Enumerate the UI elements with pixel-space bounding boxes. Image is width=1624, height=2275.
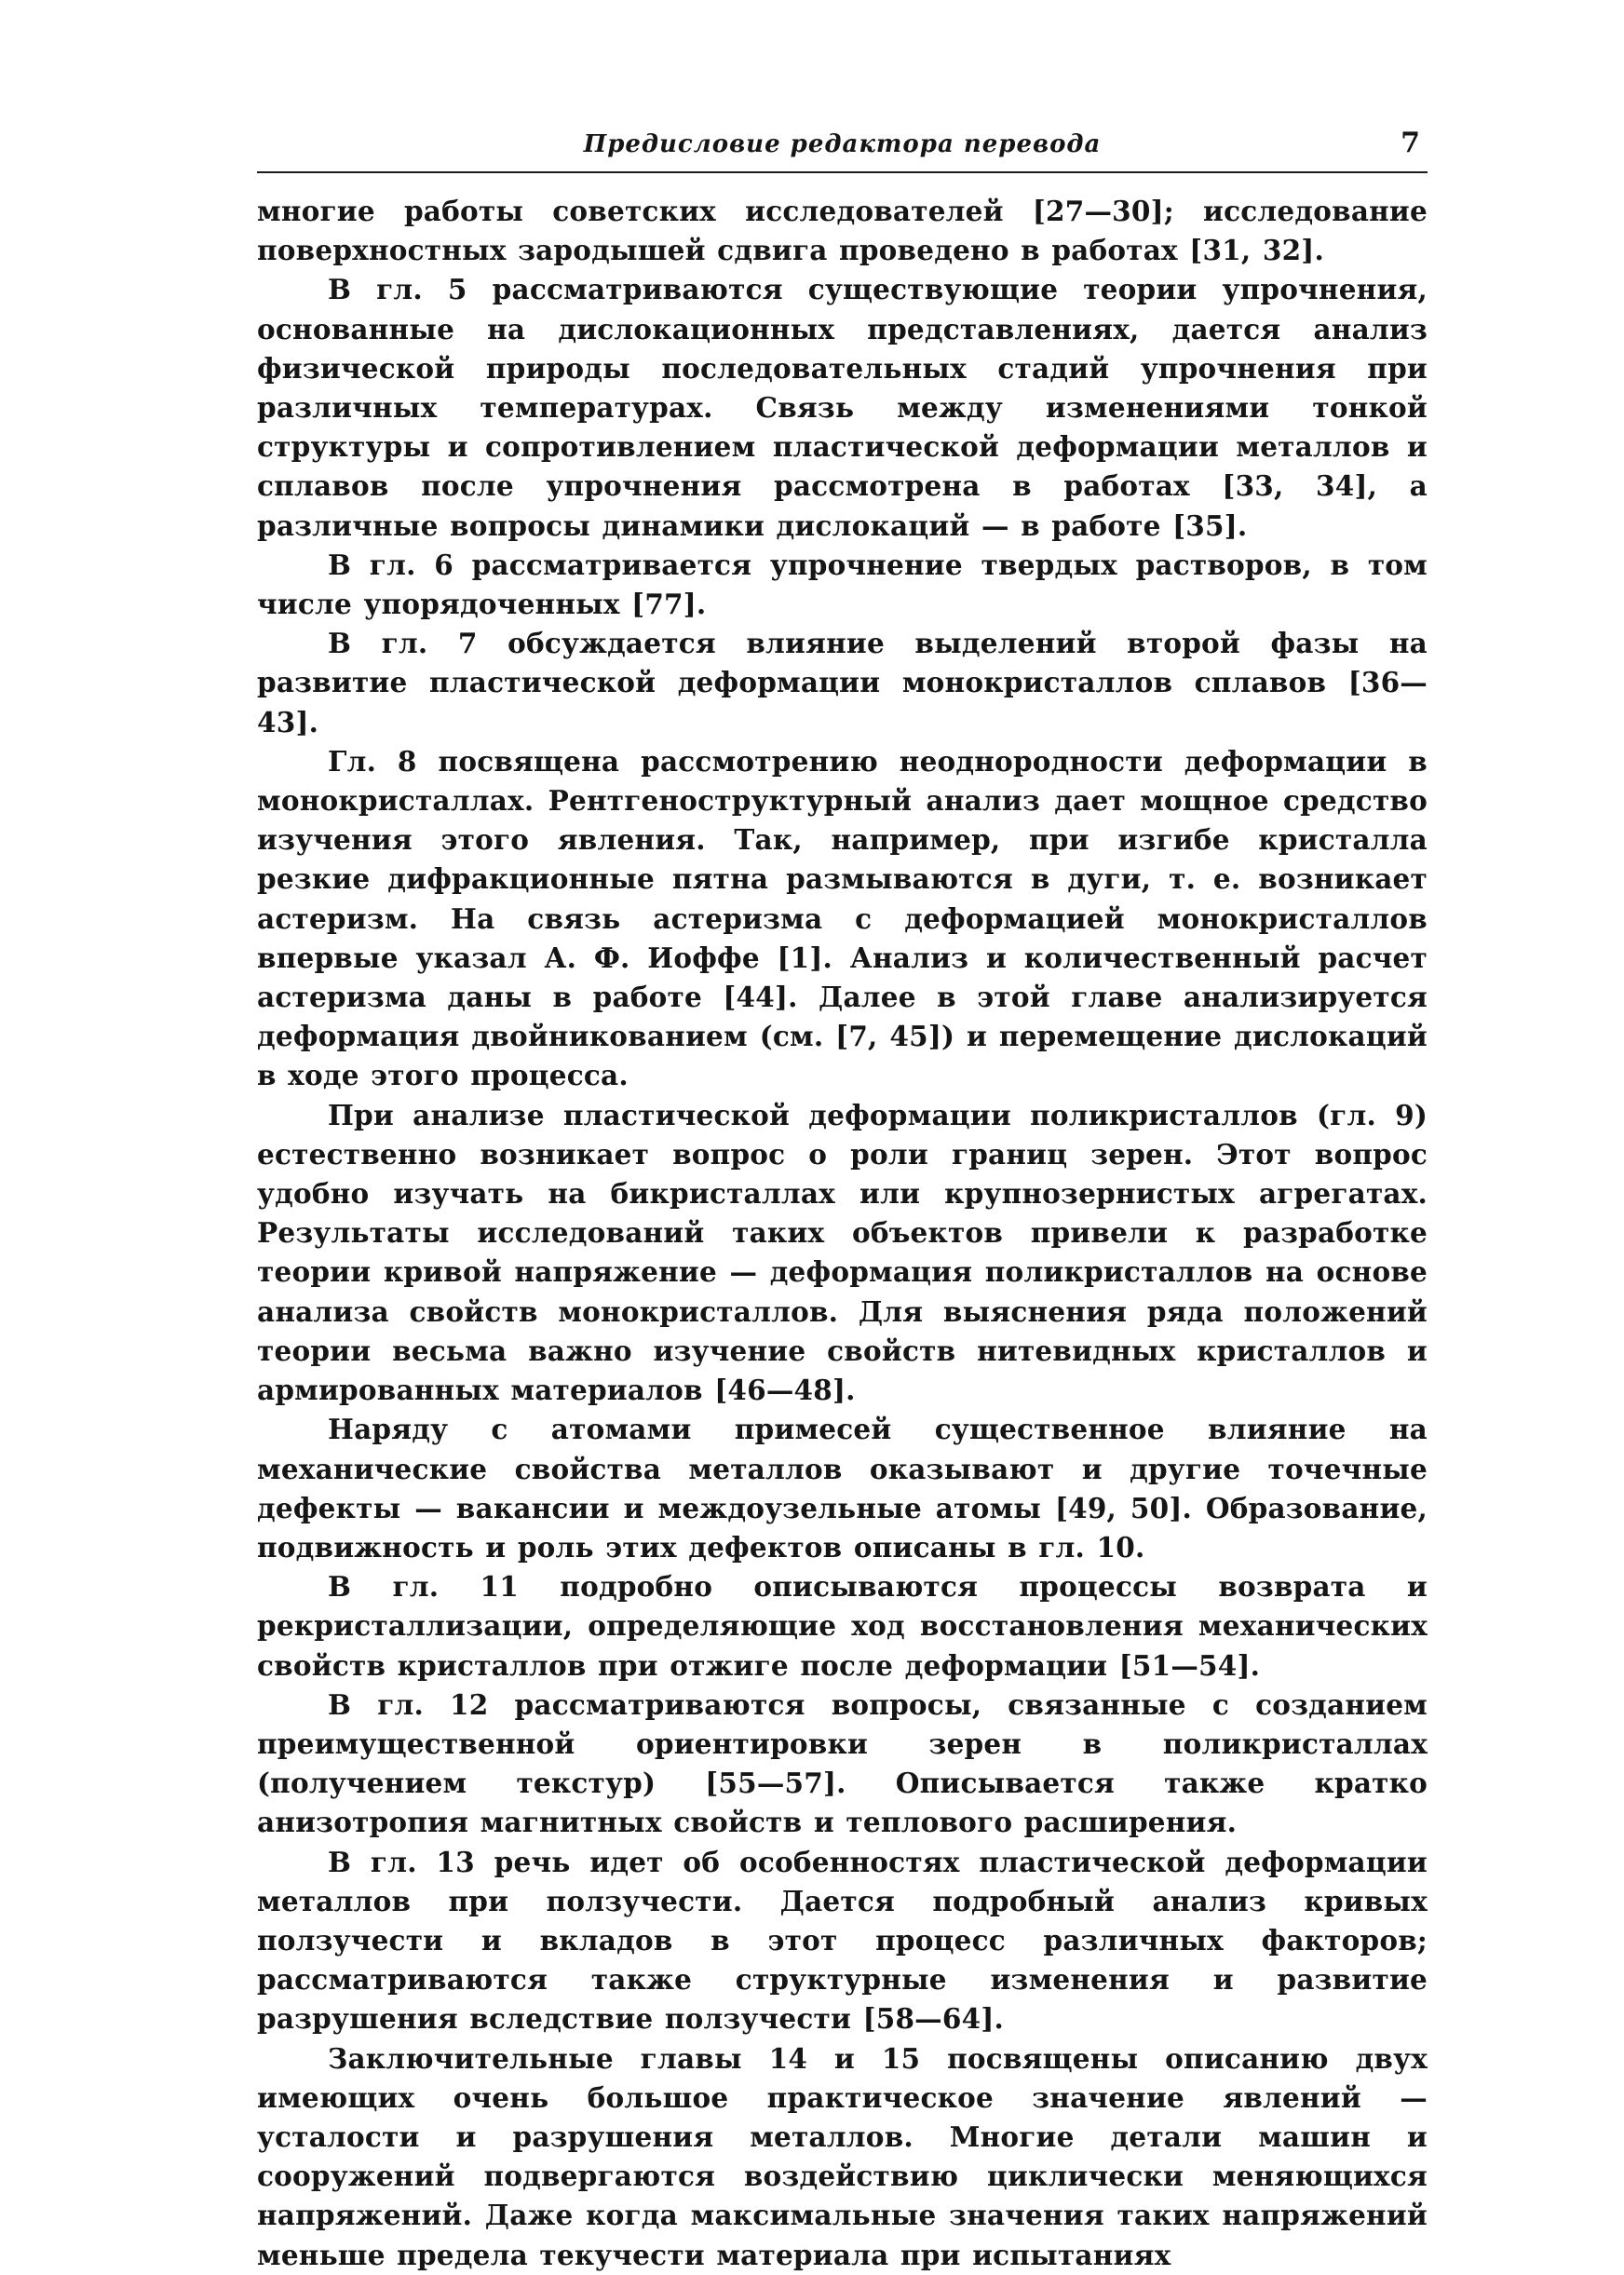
paragraph: В гл. 7 обсуждается влияние выделений второй фазы на развитие пластической деформации монокристаллов сплавов [36—43]. bbox=[257, 627, 1428, 738]
paragraph: В гл. 13 речь идет об особенностях пластической деформации металлов при ползучести. Дается подробный анализ кривых ползучести и вкладов в этот процесс различных факторов; рассматриваются также структурные изменения и развитие разрушения вследствие ползучести [58—64]. bbox=[257, 1845, 1428, 2036]
paragraph: В гл. 11 подробно описываются процессы возврата и рекристаллизации, определяющие ход восстановления механических свойств кристаллов при отжиге после деформации [51—54]. bbox=[257, 1570, 1428, 1682]
paragraph: В гл. 12 рассматриваются вопросы, связанные с созданием преимущественной ориентировки зерен в поликристаллах (получением текстур) [55—57]. Описывается также кратко анизотропия магнитных свойств и теплового расширения. bbox=[257, 1687, 1428, 1839]
paragraph: многие работы советских исследователей [27—30]; исследование поверхностных зародышей сдвига проведено в работах [31, 32]. bbox=[257, 195, 1428, 267]
running-title: Предисловие редактора перевода bbox=[583, 130, 1102, 158]
paragraph: Наряду с атомами примесей существенное влияние на механические свойства металлов оказывают и другие точечные дефекты — вакансии и междоузельные атомы [49, 50]. Образование, подвижность и роль этих дефектов описаны в гл. 10. bbox=[257, 1413, 1428, 1564]
paragraph: Заключительные главы 14 и 15 посвящены описанию двух имеющих очень большое практическое значение явлений — усталости и разрушения металлов. Многие детали машин и сооружений подвергаются воздействию циклически меняющихся напряжений. Даже когда максимальные значения таких напряжений меньше предела текучести материала при испытаниях bbox=[257, 2041, 1428, 2271]
running-header bbox=[257, 127, 1428, 173]
paragraph: Гл. 8 посвящена рассмотрению неоднородности деформации в монокристаллах. Рентгеноструктурный анализ дает мощное средство изучения этого явления. Так, например, при изгибе кристалла резкие дифракционные пятна размываются в дуги, т. е. возникает астеризм. На связь астеризма с деформацией монокристаллов впервые указал А. Ф. Иоффе [1]. Анализ и количественный расчет астеризма даны в работе [44]. Далее в этой главе анализируется деформация двойникованием (см. [7, 45]) и перемещение дислокаций в ходе этого процесса. bbox=[257, 744, 1428, 1092]
body-text bbox=[257, 192, 1428, 2275]
paragraph: При анализе пластической деформации поликристаллов (гл. 9) естественно возникает вопрос о роли границ зерен. Этот вопрос удобно изучать на бикристаллах или крупнозернистых агрегатах. Результаты исследований таких объектов привели к разработке теории кривой напряжение — деформация поликристаллов на основе анализа свойств монокристаллов. Для выяснения ряда положений теории весьма важно изучение свойств нитевидных кристаллов и армированных материалов [46—48]. bbox=[257, 1098, 1428, 1407]
book-page bbox=[257, 127, 1428, 2275]
paragraph: В гл. 6 рассматривается упрочнение твердых растворов, в том числе упорядоченных [77]. bbox=[257, 548, 1428, 621]
page-number: 7 bbox=[1401, 127, 1420, 159]
paragraph: В гл. 5 рассматриваются существующие теории упрочнения, основанные на дислокационных представлениях, дается анализ физической природы последовательных стадий упрочнения при различных температурах. Связь между изменениями тонкой структуры и сопротивлением пластической деформации металлов и сплавов после упрочнения рассмотрена в работах [33, 34], а различные вопросы динамики дислокаций — в работе [35]. bbox=[257, 273, 1428, 542]
